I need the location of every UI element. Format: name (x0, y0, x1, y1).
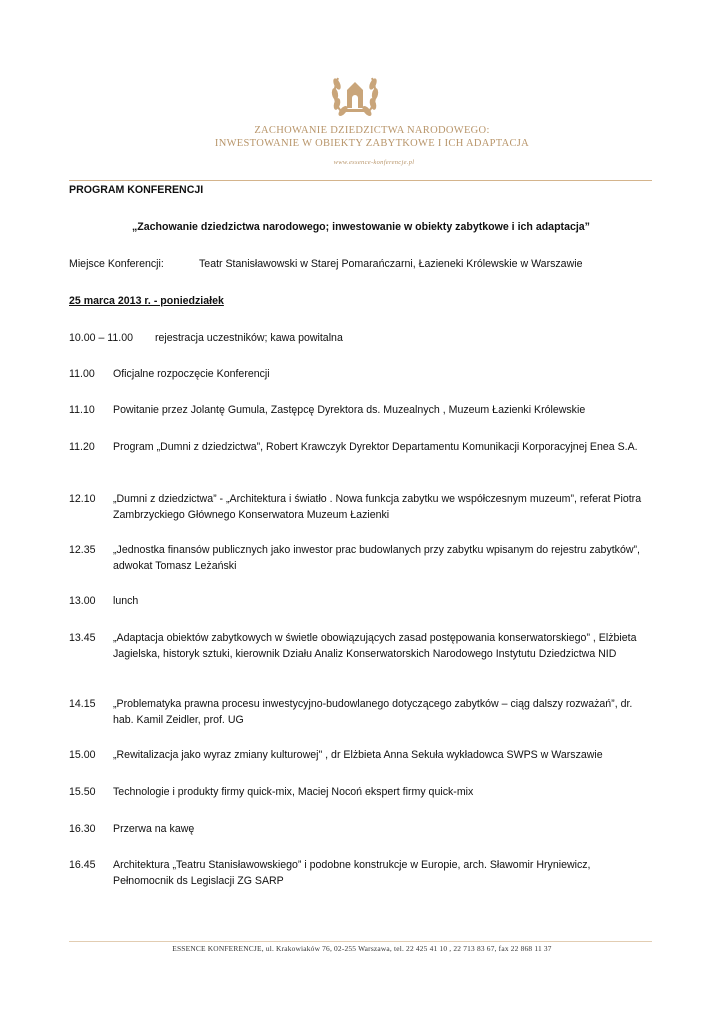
schedule-desc: lunch (113, 595, 139, 607)
schedule-time: 16.30 (69, 823, 96, 835)
schedule-desc: „Rewitalizacja jako wyraz zmiany kulturowej" , dr Elżbieta Anna Sekuła wykładowca SWPS w Warszawie (113, 749, 603, 761)
schedule-time: 11.10 (69, 404, 95, 416)
schedule-time: 11.00 (69, 368, 95, 380)
schedule-time: 14.15 (69, 698, 96, 710)
footer-divider (69, 941, 652, 942)
venue-value: Teatr Stanisławowski w Starej Pomarańczarni, Łazieneki Królewskie w Warszawie (199, 258, 583, 270)
footer-contact: ESSENCE KONFERENCJE, ul. Krakowiaków 76, 02-255 Warszawa, tel. 22 425 41 10 , 22 713 83 67, fax 22 868 11 37 (172, 944, 552, 953)
schedule-time: 12.10 (69, 493, 96, 505)
schedule-time: 11.20 (69, 441, 95, 453)
schedule-time: 10.00 – 11.00 (69, 332, 134, 344)
schedule-time: 15.50 (69, 786, 96, 798)
header-title-line2: INWESTOWANIE W OBIEKTY ZABYTKOWE I ICH ADAPTACJA (214, 138, 530, 149)
laurel-wreath-icon (326, 64, 384, 122)
schedule-time: 16.45 (69, 859, 96, 871)
schedule-desc: Powitanie przez Jolantę Gumula, Zastępcę Dyrektora ds. Muzealnych , Muzeum Łazienki Królewskie (113, 404, 586, 416)
schedule-desc: Program „Dumni z dziedzictwa”, Robert Krawczyk Dyrektor Departamentu Komunikacji Korporacyjnej Enea S.A. (113, 441, 638, 453)
venue-label: Miejsce Konferencji: (69, 258, 164, 270)
schedule-desc: rejestracja uczestników; kawa powitalna (155, 332, 343, 344)
conference-subtitle: „Zachowanie dziedzictwa narodowego; inwestowanie w obiekty zabytkowe i ich adaptacja” (132, 221, 590, 233)
header-url[interactable]: www.essence-konferencje.pl (333, 159, 415, 166)
schedule-desc: Przerwa na kawę (113, 823, 195, 835)
schedule-desc: „Dumni z dziedzictwa” - „Architektura i światło . Nowa funkcja zabytku we współczesnym muzeum”, referat Piotra Zambrzyckiego Głównego Konserwatora Muzeum Łazienki (113, 493, 642, 521)
schedule-time: 12.35 (69, 544, 96, 556)
schedule-desc: „Adaptacja obiektów zabytkowych w świetle obowiązujących zasad postępowania konserwatorskiego” , Elżbieta Jagielska, historyk sztuki, kierownik Działu Analiz Konserwatorskich Narodowego Instytutu Dziedzictwa NID (113, 632, 637, 660)
schedule-desc: Architektura „Teatru Stanisławowskiego” i podobne konstrukcje w Europie, arch. Sławomir Hryniewicz, Pełnomocnik ds Legislacji ZG SARP (113, 859, 591, 887)
header-divider (69, 180, 652, 181)
schedule-time: 13.00 (69, 595, 96, 607)
schedule-desc: „Jednostka finansów publicznych jako inwestor prac budowlanych przy zabytku wpisanym do rejestru zabytków”, adwokat Tomasz Leżański (113, 544, 640, 572)
schedule-desc: „Problematyka prawna procesu inwestycyjno-budowlanego dotyczącego zabytków – ciąg dalszy rozważań”, dr. hab. Kamil Zeidler, prof. UG (113, 698, 633, 726)
header-title-line1: ZACHOWANIE DZIEDZICTWA NARODOWEGO: (254, 125, 490, 136)
event-date: 25 marca 2013 r. - poniedziałek (69, 295, 224, 307)
schedule-time: 13.45 (69, 632, 96, 644)
program-title: PROGRAM KONFERENCJI (69, 184, 204, 196)
schedule-time: 15.00 (69, 749, 96, 761)
schedule-desc: Technologie i produkty firmy quick-mix, Maciej Nocoń ekspert firmy quick-mix (113, 786, 474, 798)
schedule-desc: Oficjalne rozpoczęcie Konferencji (113, 368, 270, 380)
